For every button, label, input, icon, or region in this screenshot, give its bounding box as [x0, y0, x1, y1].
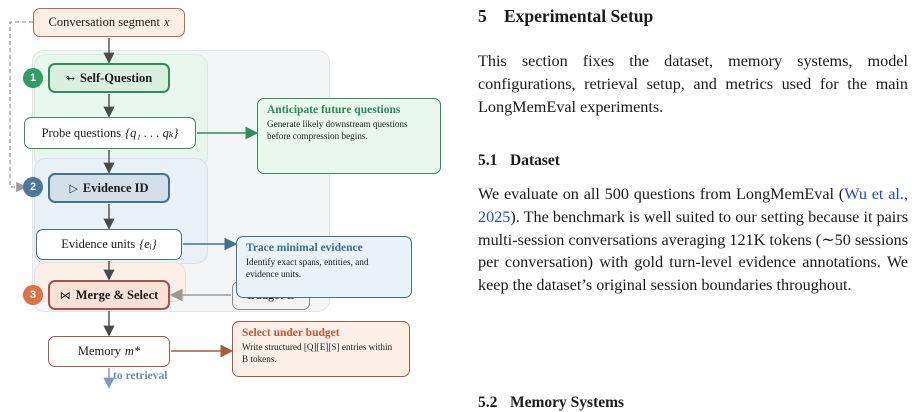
probe-questions-box — [24, 117, 196, 149]
self-question-icon: ↬ — [65, 72, 75, 85]
callout-title: Anticipate future questions — [267, 104, 401, 116]
step-number-3: 3 — [23, 285, 43, 305]
step-number-1: 1 — [23, 68, 43, 88]
subsection-title: Dataset — [510, 152, 560, 169]
probe-math: {q₁ . . . qₖ} — [125, 126, 179, 140]
evidence-units-label: Evidence units — [61, 237, 136, 251]
segment-label: Conversation segment — [48, 15, 160, 29]
subsection-number: 5.2 — [478, 394, 498, 411]
segment-var: x — [163, 15, 170, 29]
memory-var: m* — [124, 344, 141, 358]
section-heading — [478, 6, 653, 27]
merge-select-box — [48, 280, 170, 310]
dataset-text-cont: ). The benchmark is well suited to our setting because it pairs multi-session conversations averaging 121K tokens (∼50 sessions per conversation) with gold turn-level evidence annotations. We keep the dataset’s original session boundaries throughout. — [478, 207, 908, 295]
callout-anticipate — [257, 98, 441, 174]
citation-link[interactable]: Wu et al., 2025 — [478, 185, 908, 226]
method-figure — [0, 0, 440, 407]
evidence-id-icon: ▷ — [69, 182, 78, 195]
memory-label: Memory — [77, 344, 121, 358]
evidence-id-box — [48, 173, 170, 203]
subsection-number: 5.1 — [478, 152, 498, 169]
skip-connection — [10, 22, 33, 187]
dataset-paragraph — [478, 183, 908, 297]
callout-body: Identify exact spans, entities, and evidence units. — [246, 257, 369, 280]
self-question-box — [48, 63, 170, 93]
callout-trace — [236, 236, 412, 298]
callout-body: Write structured [Q][E][S] entries within B tokens. — [242, 342, 393, 365]
merge-icon: ⋈ — [59, 289, 71, 302]
evidence-id-label: Evidence ID — [82, 180, 149, 195]
subsection-heading-dataset — [478, 152, 560, 170]
callout-select — [232, 321, 410, 377]
intro-paragraph: This section fixes the dataset, memory systems, model configurations, retrieval setup, and metrics used for the main LongMemEval experiments. — [478, 52, 908, 116]
subsection-title: Memory Systems — [510, 394, 625, 411]
dataset-text: We evaluate on all 500 questions from LongMemEval ( — [478, 185, 845, 203]
memory-box — [48, 336, 170, 367]
step-number-2: 2 — [23, 177, 43, 197]
section-number: 5 — [478, 6, 487, 26]
subsection-heading-memory-systems — [478, 394, 624, 412]
merge-select-label: Merge & Select — [75, 287, 159, 302]
evidence-units-box — [36, 229, 182, 260]
callout-title: Trace minimal evidence — [246, 242, 363, 254]
to-retrieval-label: to retrieval — [113, 370, 168, 382]
section-title: Experimental Setup — [504, 6, 654, 26]
probe-label: Probe questions — [41, 125, 122, 140]
self-question-label: Self-Question — [79, 70, 153, 85]
callout-body: Generate likely downstream questions before compression begins. — [267, 119, 408, 142]
evidence-units-math: {eᵢ} — [139, 237, 157, 251]
callout-title: Select under budget — [242, 327, 340, 339]
conversation-segment-box — [33, 8, 185, 37]
